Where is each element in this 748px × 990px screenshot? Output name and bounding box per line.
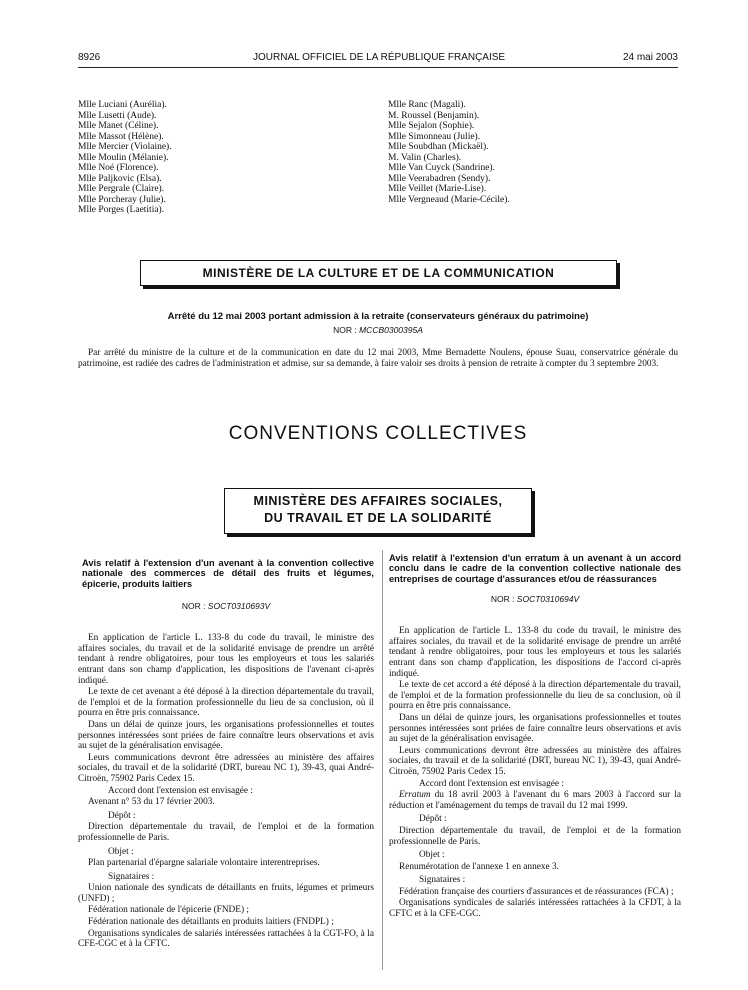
signataire-item: Organisations syndicales de salariés intéressées rattachées à la CGT-FO, à la CFE-CGC et à la CFTC. [78,928,374,950]
objet-value: Plan partenarial d'épargne salariale volontaire interentreprises. [88,858,320,869]
depot-value: Direction départementale du travail, de l'emploi et de la formation professionnelle de Paris. [389,825,681,847]
signataire-item: Fédération nationale de l'épicerie (FNDE) ; [88,905,249,916]
signataire-item: Organisations syndicales de salariés intéressées rattachées à la CFDT, à la CFTC et à la CFE-CGC. [389,898,681,920]
accord-label: Accord dont l'extension est envisagée : [108,785,253,796]
list-item: Mlle Sejalon (Sophie). [388,121,475,131]
signataire-item: Fédération française des courtiers d'assurances et de réassurances (FCA) ; [399,886,674,897]
paragraph: Leurs communications devront être adressées au ministère des affaires sociales, du travail et de la solidarité (DRT, bureau NC 1), 39-43, quai André-Citroën, 75902 Paris Cedex 15. [78,752,374,784]
header-date: 24 mai 2003 [622,52,678,63]
list-item: Mlle Ranc (Magali). [388,100,466,110]
arrete-text [78,348,678,370]
paragraph: Dans un délai de quinze jours, les organisations professionnelles et toutes personnes intéressées sont priées de faire connaître leurs observations et avis au sujet de la généralisation envisagée. [78,719,374,752]
depot-label: Dépôt : [419,814,447,825]
nor-reference [78,325,678,335]
list-item: Mlle Van Cuyck (Sandrine). [388,163,495,173]
arrete-title: Arrêté du 12 mai 2003 portant admission à la retraite (conservateurs généraux du patrimoine) [167,311,589,322]
page-number: 8926 [78,52,101,63]
list-item: M. Roussel (Benjamin). [388,110,480,121]
list-item: Mlle Pergrale (Claire). [78,184,165,194]
notice-title: Avis relatif à l'extension d'un erratum à un avenant à un accord conclu dans le cadre de la convention collective nationale des entreprises de courtage d'assurances et/ou de réassurances [389,553,681,584]
nor-label: NOR : [333,325,360,335]
accord-value: Avenant n° 53 du 17 février 2003. [88,797,215,808]
erratum-word: Erratum [399,790,431,801]
list-item: Mlle Porcheray (Julie). [78,194,166,205]
objet-label: Objet : [108,846,134,857]
ministry-culture-box: MINISTÈRE DE LA CULTURE ET DE LA COMMUNICATION [140,260,617,286]
right-notice [389,553,681,921]
nor-label: NOR : [490,594,517,605]
depot-value: Direction départementale du travail, de l'emploi et de la formation professionnelle de Paris. [78,822,374,843]
ministry-social-box [224,488,532,534]
nor-reference [389,594,681,604]
journal-title: JOURNAL OFFICIEL DE LA RÉPUBLIQUE FRANÇAISE [253,52,506,63]
list-item: Mlle Mercier (Violaine). [78,142,172,152]
accord-label: Accord dont l'extension est envisagée : [419,778,564,789]
objet-label: Objet : [419,850,445,861]
paragraph: En application de l'article L. 133-8 du code du travail, le ministre des affaires sociales, du travail et de la solidarité envisage de prendre un arrêté tendant à rendre obligatoires, pour tous les employeurs et tous les salariés entrant dans son champ d'application, les dispositions de l'avenant ci-après indiqué. [78,633,374,686]
signataire-item: Fédération nationale des détaillants en produits laitiers (FNDPL) ; [88,917,334,928]
list-item: Mlle Noé (Florence). [78,163,159,173]
list-item: Mlle Lusetti (Aude). [78,110,157,121]
names-list-left [78,100,172,216]
nor-code: SOCT0310693V [207,601,271,612]
list-item: Mlle Porges (Laetitia). [78,205,165,215]
names-list-right [388,100,510,205]
nor-code: MCCB0300395A [359,325,423,335]
column-divider [382,550,383,970]
list-item: Mlle Veillet (Marie-Lise). [388,184,487,194]
list-item: Mlle Moulin (Mélanie). [78,152,169,163]
list-item: Mlle Vergneaud (Marie-Cécile). [388,194,510,205]
signataire-item: Union nationale des syndicats de détaillants en fruits, légumes et primeurs (UNFD) ; [78,883,374,904]
section-title: CONVENTIONS COLLECTIVES [228,423,528,444]
nor-reference [78,601,374,611]
paragraph: Le texte de cet accord a été déposé à la direction départementale du travail, de l'emploi et de la formation professionnelle du lieu de sa conclusion, où il pourra en être pris connaissance. [389,680,681,712]
header-rule [78,67,678,68]
paragraph: Par arrêté du ministre de la culture et de la communication en date du 12 mai 2003, Mme Bernadette Noulens, épouse Suau, conservatrice générale du patrimoine, est radiée des cadres de l'administration et admise, sur sa demande, à faire valoir ses droits à pension de retraite à compter du 3 septembre 2003. [78,348,678,369]
list-item: Mlle Paljkovic (Elsa). [78,173,162,184]
list-item: Mlle Soubdhan (Mickaël). [388,142,489,152]
nor-code: SOCT0310694V [516,594,580,605]
list-item: Mlle Manet (Céline). [78,121,159,131]
objet-value: Renumérotation de l'annexe 1 en annexe 3. [399,861,559,872]
list-item: Mlle Luciani (Aurélia). [78,100,167,110]
list-item: M. Valin (Charles). [388,152,462,163]
list-item: Mlle Massot (Hélène). [78,131,164,142]
signataires-label: Signataires : [108,871,155,882]
list-item: Mlle Simonneau (Julie). [388,131,481,142]
signataires-label: Signataires : [419,875,466,886]
accord-text: du 18 avril 2003 à l'avenant du 6 mars 2003 à l'accord sur la réduction et l'aménagement du temps de travail du 12 mai 1999. [389,790,681,811]
nor-label: NOR : [181,601,208,612]
list-item: Mlle Veerabadren (Sendy). [388,173,491,184]
left-notice [78,558,374,951]
paragraph: Le texte de cet avenant a été déposé à la direction départementale du travail, de l'emploi et de la formation professionnelle du lieu de sa conclusion, où il pourra en être pris connaissance. [78,687,374,719]
depot-label: Dépôt : [108,810,136,821]
ministry-line-2: DU TRAVAIL ET DE LA SOLIDARITÉ [264,511,492,525]
paragraph: Leurs communications devront être adressées au ministère des affaires sociales, du travail et de la solidarité (DRT, bureau NC 1), 39-43, quai André-Citroën, 75902 Paris Cedex 15. [389,745,681,777]
ministry-line-1: MINISTÈRE DES AFFAIRES SOCIALES, [253,494,503,508]
paragraph: En application de l'article L. 133-8 du code du travail, le ministre des affaires sociales, du travail et de la solidarité envisage de prendre un arrêté tendant à rendre obligatoires, pour tous les employeurs et tous les salariés entrant dans son champ d'application, les dispositions de l'accord ci-après indiqué. [389,626,681,679]
paragraph: Dans un délai de quinze jours, les organisations professionnelles et toutes personnes intéressées sont priées de faire connaître leurs observations et avis au sujet de la généralisation envisagée. [389,712,681,745]
notice-title: Avis relatif à l'extension d'un avenant à la convention collective nationale des commerces de détail des fruits et légumes, épicerie, produits laitiers [82,558,374,589]
accord-value [389,790,681,811]
